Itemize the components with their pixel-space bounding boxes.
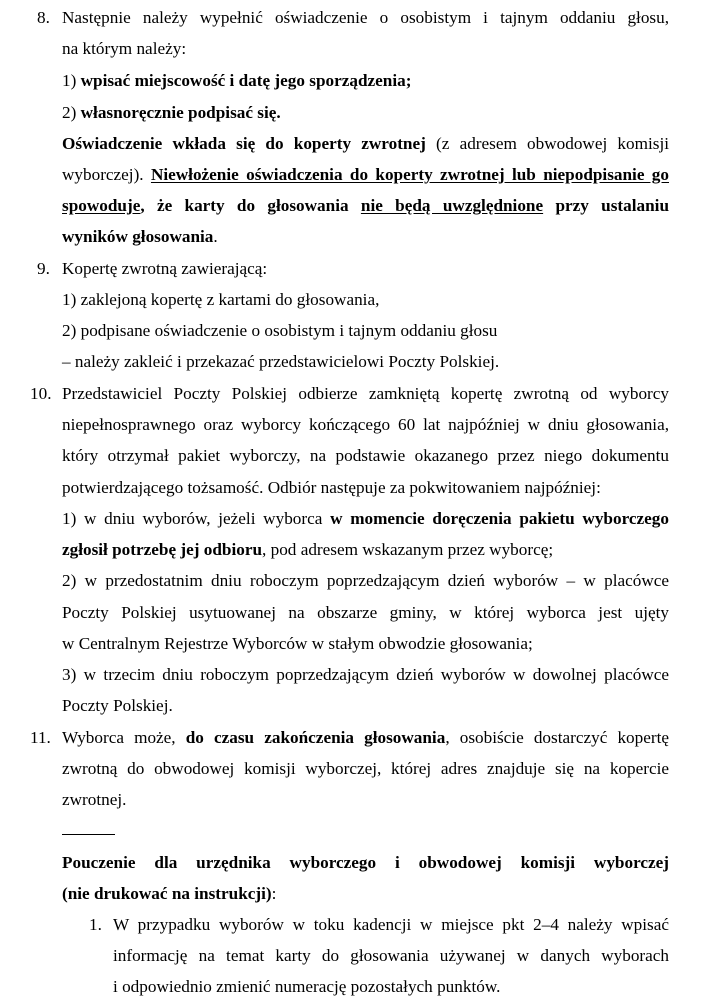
note-item-1-line-2: informację na temat karty do głosowania używanej w danych wyborach: [113, 946, 669, 965]
item-10-sub-2-line-2: Poczty Polskiej usytuowanej na obszarze gminy, w której wyborca jest ujęty: [62, 603, 669, 622]
note-item-1-line-3: i odpowiednio zmienić numerację pozostałych punktów.: [113, 977, 501, 996]
item-9-sub-2: 2) podpisane oświadczenie o osobistym i tajnym oddaniu głosu: [62, 321, 498, 340]
item-10-sub-3-line-2: Poczty Polskiej.: [62, 696, 173, 715]
item-10-line-4: potwierdzającego tożsamość. Odbiór następuje za pokwitowaniem najpóźniej:: [62, 478, 601, 497]
item-8-para-line-3: spowoduje, że karty do głosowania nie będą uwzględnione przy ustalaniu: [62, 196, 669, 215]
item-8-para-line-1: Oświadczenie wkłada się do koperty zwrotnej (z adresem obwodowej komisji: [62, 134, 669, 153]
item-9-sub-1: 1) zaklejoną kopertę z kartami do głosowania,: [62, 290, 380, 309]
separator-line: [62, 834, 115, 835]
item-9-number: 9.: [37, 259, 50, 278]
item-10-line-1: Przedstawiciel Poczty Polskiej odbierze zamkniętą kopertę zwrotną od wyborcy: [62, 384, 669, 403]
item-10-sub-2-line-1: 2) w przedostatnim dniu roboczym poprzedzającym dzień wyborów – w placówce: [62, 571, 669, 590]
item-11-line-2: zwrotną do obwodowej komisji wyborczej, której adres znajduje się na kopercie: [62, 759, 669, 778]
item-9-sub-3: – należy zakleić i przekazać przedstawicielowi Poczty Polskiej.: [62, 352, 500, 371]
item-8-sub-2: 2) własnoręcznie podpisać się.: [62, 103, 281, 122]
item-9-line-1: Kopertę zwrotną zawierającą:: [62, 259, 268, 278]
item-8-number: 8.: [37, 8, 50, 27]
item-8-para-line-2: wyborczej). Niewłożenie oświadczenia do koperty zwrotnej lub niepodpisanie go: [62, 165, 669, 184]
item-10-sub-2-line-3: w Centralnym Rejestrze Wyborców w stałym obwodzie głosowania;: [62, 634, 533, 653]
note-title-line-2: (nie drukować na instrukcji):: [62, 884, 277, 903]
item-10-sub-1-line-1: 1) w dniu wyborów, jeżeli wyborca w momencie doręczenia pakietu wyborczego: [62, 509, 669, 528]
note-item-1-number: 1.: [89, 915, 102, 934]
item-8-line-2: na którym należy:: [62, 39, 187, 58]
item-8-para-line-4: wyników głosowania.: [62, 227, 218, 246]
item-10-sub-3-line-1: 3) w trzecim dniu roboczym poprzedzającym dzień wyborów w dowolnej placówce: [62, 665, 669, 684]
note-title-line-1: Pouczenie dla urzędnika wyborczego i obwodowej komisji wyborczej: [62, 853, 669, 872]
item-11-line-3: zwrotnej.: [62, 790, 127, 809]
item-10-sub-1-line-2: zgłosił potrzebę jej odbioru, pod adresem wskazanym przez wyborcę;: [62, 540, 554, 559]
item-8-sub-1: 1) wpisać miejscowość i datę jego sporządzenia;: [62, 71, 412, 90]
item-10-number: 10.: [30, 384, 52, 403]
item-11-line-1: Wyborca może, do czasu zakończenia głosowania, osobiście dostarczyć kopertę: [62, 728, 669, 747]
item-11-number: 11.: [30, 728, 51, 747]
note-item-1-line-1: W przypadku wyborów w toku kadencji w miejsce pkt 2–4 należy wpisać: [113, 915, 669, 934]
item-10-line-3: który otrzymał pakiet wyborczy, na podstawie okazanego przez niego dokumentu: [62, 446, 669, 465]
item-8-line-1: Następnie należy wypełnić oświadczenie o osobistym i tajnym oddaniu głosu,: [62, 8, 669, 27]
item-10-line-2: niepełnosprawnego oraz wyborcy kończącego 60 lat najpóźniej w dniu głosowania,: [62, 415, 669, 434]
